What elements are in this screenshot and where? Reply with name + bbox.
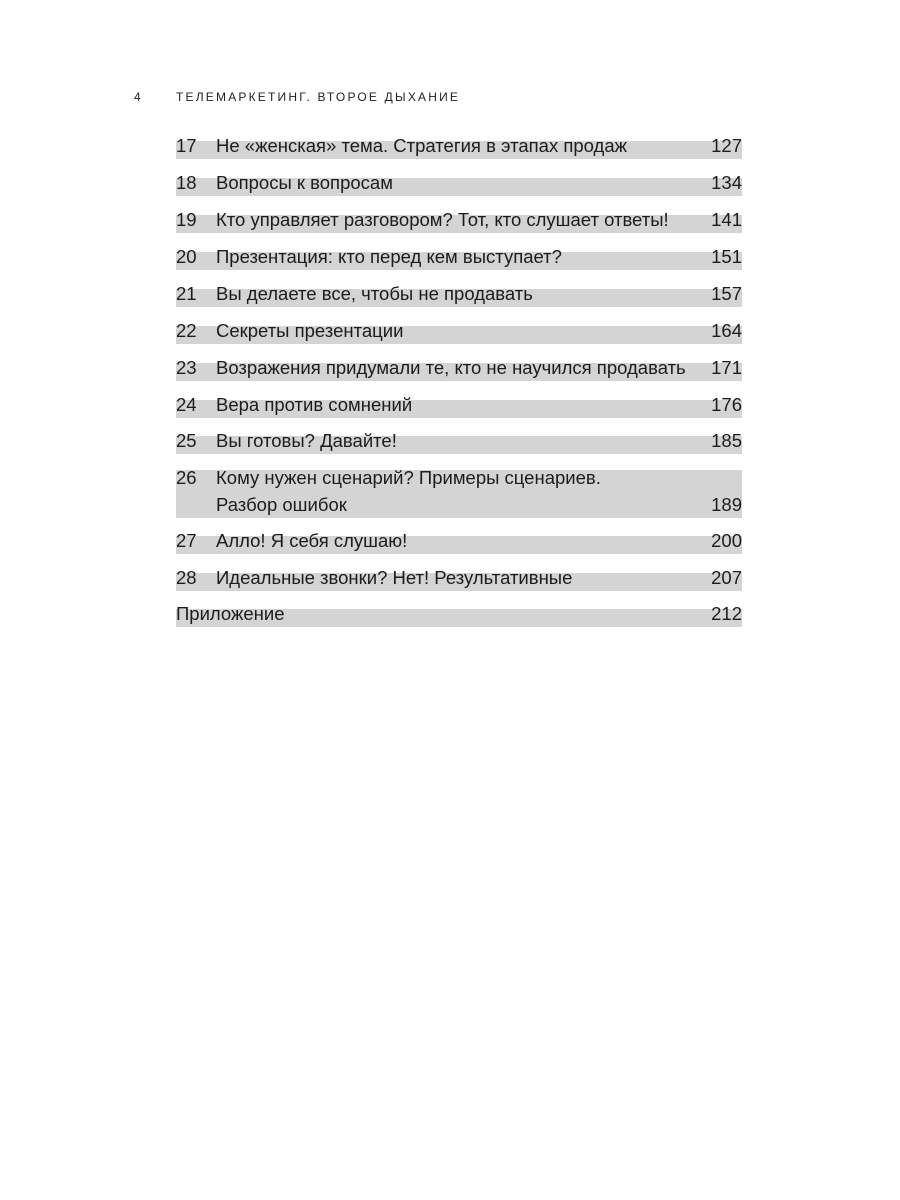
- chapter-title: Вера против сомнений: [216, 394, 413, 415]
- chapter-number: 17: [176, 135, 197, 156]
- toc-entry-23[interactable]: [176, 354, 742, 381]
- chapter-number: 19: [176, 209, 197, 230]
- chapter-number: 27: [176, 530, 197, 551]
- chapter-page: 185: [711, 430, 742, 451]
- chapter-title: Возражения придумали те, кто не научился продавать: [216, 357, 686, 378]
- running-head: [134, 90, 460, 104]
- chapter-number: 24: [176, 394, 197, 415]
- chapter-title: Вы делаете все, чтобы не продавать: [216, 283, 533, 304]
- appendix-page: 212: [711, 603, 742, 624]
- chapter-page: 207: [711, 567, 742, 588]
- chapter-page: 200: [711, 530, 742, 551]
- toc-entry-21[interactable]: [176, 280, 742, 307]
- appendix-title: Приложение: [176, 603, 285, 624]
- chapter-title: Вы готовы? Давайте!: [216, 430, 397, 451]
- chapter-number: 25: [176, 430, 197, 451]
- chapter-number: 26: [176, 467, 197, 488]
- chapter-number: 18: [176, 172, 197, 193]
- chapter-page: 134: [711, 172, 742, 193]
- chapter-title: Алло! Я себя слушаю!: [216, 530, 408, 551]
- chapter-title: Вопросы к вопросам: [216, 172, 393, 193]
- toc-entry-19[interactable]: [176, 206, 742, 233]
- toc-entry-25[interactable]: [176, 427, 742, 454]
- chapter-title: Идеальные звонки? Нет! Результативные: [216, 567, 573, 588]
- toc-entry-27[interactable]: [176, 527, 742, 554]
- chapter-page: 151: [711, 246, 742, 267]
- chapter-title-line1: Кому нужен сценарий? Примеры сценариев.: [216, 467, 601, 488]
- chapter-title: Не «женская» тема. Стратегия в этапах продаж: [216, 135, 627, 156]
- chapter-title: Презентация: кто перед кем выступает?: [216, 246, 562, 267]
- toc-entry-20[interactable]: [176, 243, 742, 270]
- chapter-number: 22: [176, 320, 197, 341]
- chapter-page: 127: [711, 135, 742, 156]
- page-number: 4: [134, 90, 143, 104]
- toc-entry-28[interactable]: [176, 564, 742, 591]
- toc-entry-22[interactable]: [176, 317, 742, 344]
- chapter-page: 176: [711, 394, 742, 415]
- chapter-page: 171: [711, 357, 742, 378]
- chapter-number: 23: [176, 357, 197, 378]
- toc-entry-26[interactable]: [176, 464, 742, 518]
- chapter-number: 20: [176, 246, 197, 267]
- chapter-page: 189: [711, 494, 742, 515]
- chapter-title: Кто управляет разговором? Тот, кто слушает ответы!: [216, 209, 669, 230]
- chapter-page: 141: [711, 209, 742, 230]
- toc-entry-18[interactable]: [176, 169, 742, 196]
- chapter-page: 164: [711, 320, 742, 341]
- toc-entry-17[interactable]: [176, 132, 742, 159]
- chapter-number: 21: [176, 283, 197, 304]
- book-title: ТЕЛЕМАРКЕТИНГ. ВТОРОЕ ДЫХАНИЕ: [176, 90, 461, 104]
- chapter-title-line2: Разбор ошибок: [216, 494, 347, 515]
- toc-entry-appendix[interactable]: [176, 600, 742, 627]
- toc-entry-24[interactable]: [176, 391, 742, 418]
- chapter-number: 28: [176, 567, 197, 588]
- chapter-title: Секреты презентации: [216, 320, 404, 341]
- chapter-page: 157: [711, 283, 742, 304]
